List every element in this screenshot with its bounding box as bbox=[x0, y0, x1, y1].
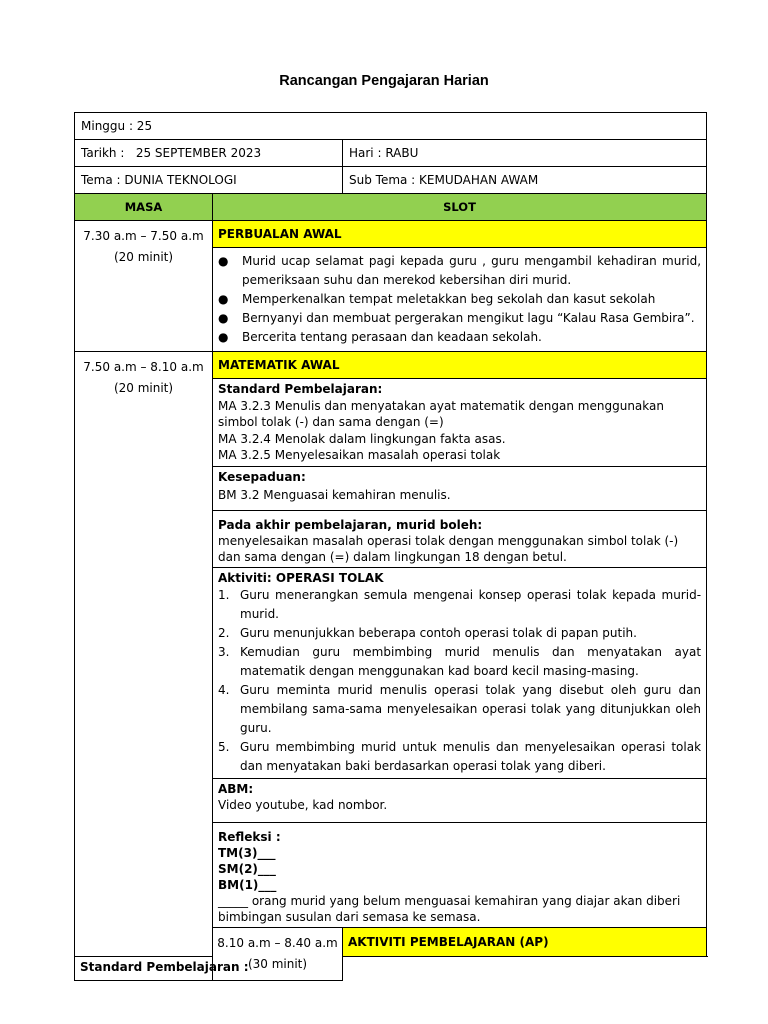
hari-cell: Hari : RABU bbox=[343, 140, 707, 167]
standard-line: MA 3.2.3 Menulis dan menyatakan ayat matematik dengan menggunakan simbol tolak (-) dan sama dengan (=) bbox=[218, 398, 664, 429]
standard-label: Standard Pembelajaran: bbox=[218, 382, 383, 396]
refleksi-tm: TM(3)___ bbox=[218, 845, 276, 860]
slot3-title: AKTIVITI PEMBELAJARAN (AP) bbox=[343, 927, 707, 957]
objektif-text: menyelesaikan masalah operasi tolak dengan menggunakan simbol tolak (-) dan sama dengan (=) dalam lingkungan 18 dengan betul. bbox=[218, 533, 679, 564]
slot-header: SLOT bbox=[213, 194, 707, 221]
header-row bbox=[75, 194, 707, 221]
slot1-title-row bbox=[75, 221, 707, 248]
slot2-time-cell bbox=[75, 352, 213, 957]
slot2-duration: (20 minit) bbox=[113, 381, 174, 395]
aktiviti-label: Aktiviti: OPERASI TOLAK bbox=[218, 570, 384, 585]
slot2-title-row bbox=[75, 352, 707, 379]
slot3-duration: (30 minit) bbox=[247, 956, 308, 971]
abm-text: Video youtube, kad nombor. bbox=[218, 797, 388, 812]
slot2-refleksi-cell bbox=[213, 822, 707, 927]
slot2-aktiviti-cell bbox=[213, 567, 707, 778]
abm-label: ABM: bbox=[218, 781, 254, 796]
slot2-standard-cell bbox=[213, 379, 707, 467]
aktiviti-list bbox=[218, 586, 701, 776]
list-item: 1. Guru menerangkan semula mengenai konsep operasi tolak kepada murid-murid. bbox=[218, 587, 702, 621]
slot1-content bbox=[213, 248, 707, 352]
slot2-time: 7.50 a.m – 8.10 a.m bbox=[83, 360, 204, 374]
tarikh-cell: Tarikh : 25 SEPTEMBER 2023 bbox=[75, 140, 343, 167]
minggu-cell: Minggu : 25 bbox=[75, 113, 707, 140]
slot2-title: MATEMATIK AWAL bbox=[213, 352, 707, 379]
lesson-plan-table bbox=[74, 112, 707, 981]
list-item: ● Murid ucap selamat pagi kepada guru , guru mengambil kehadiran murid, pemeriksaan suhu dan merekod kebersihan diri murid. bbox=[218, 254, 702, 287]
list-item: ● Memperkenalkan tempat meletakkan beg sekolah dan kasut sekolah bbox=[218, 292, 656, 306]
slot1-bullet-list bbox=[213, 248, 706, 351]
list-item: 3. Kemudian guru membimbing murid menulis dan menyatakan ayat matematik dengan menggunakan kad board kecil masing-masing. bbox=[218, 644, 702, 678]
kesepaduan-text: BM 3.2 Menguasai kemahiran menulis. bbox=[218, 487, 451, 502]
slot1-duration: (20 minit) bbox=[113, 250, 174, 264]
objektif-label: Pada akhir pembelajaran, murid boleh: bbox=[218, 517, 483, 532]
list-item: ● Bernyanyi dan membuat pergerakan mengikut lagu “Kalau Rasa Gembira”. bbox=[218, 311, 695, 325]
slot3-time: 8.10 a.m – 8.40 a.m bbox=[217, 935, 338, 950]
row-tarikh bbox=[75, 140, 707, 167]
document-title: Rancangan Pengajaran Harian bbox=[279, 73, 489, 89]
refleksi-text: _____ orang murid yang belum menguasai kemahiran yang diajar akan diberi bimbingan susulan dari semasa ke semasa. bbox=[218, 893, 681, 924]
list-item: 5. Guru membimbing murid untuk menulis dan menyelesaikan operasi tolak dan menyatakan baki berdasarkan operasi tolak yang diberi. bbox=[218, 739, 702, 773]
tema-cell: Tema : DUNIA TEKNOLOGI bbox=[75, 167, 343, 194]
list-item: ● Bercerita tentang perasaan dan keadaan sekolah. bbox=[218, 330, 542, 344]
slot1-title: PERBUALAN AWAL bbox=[213, 221, 707, 248]
list-item: 4. Guru meminta murid menulis operasi tolak yang disebut oleh guru dan membilang sama-sama menyelesaikan operasi tolak yang ditunjukkan oleh guru. bbox=[218, 682, 702, 735]
masa-header: MASA bbox=[75, 194, 213, 221]
standard-line: MA 3.2.5 Menyelesaikan masalah operasi tolak bbox=[218, 448, 501, 462]
refleksi-label: Refleksi : bbox=[218, 829, 281, 844]
sub-tema-cell: Sub Tema : KEMUDAHAN AWAM bbox=[343, 167, 707, 194]
slot3-standard-row bbox=[75, 957, 707, 980]
refleksi-sm: SM(2)___ bbox=[218, 861, 276, 876]
slot2-kesepaduan-cell bbox=[213, 466, 707, 510]
slot2-abm-cell bbox=[213, 778, 707, 822]
row-minggu bbox=[75, 113, 707, 140]
list-item: 2. Guru menunjukkan beberapa contoh operasi tolak di papan putih. bbox=[218, 625, 637, 640]
row-tema bbox=[75, 167, 707, 194]
slot2-objektif-cell bbox=[213, 510, 707, 567]
slot1-time-cell bbox=[75, 221, 213, 352]
standard-line: MA 3.2.4 Menolak dalam lingkungan fakta asas. bbox=[218, 431, 506, 446]
slot3-standard-label: Standard Pembelajaran : bbox=[75, 957, 343, 980]
slot1-time: 7.30 a.m – 7.50 a.m bbox=[83, 229, 204, 243]
kesepaduan-label: Kesepaduan: bbox=[218, 469, 306, 484]
refleksi-bm: BM(1)___ bbox=[218, 877, 277, 892]
